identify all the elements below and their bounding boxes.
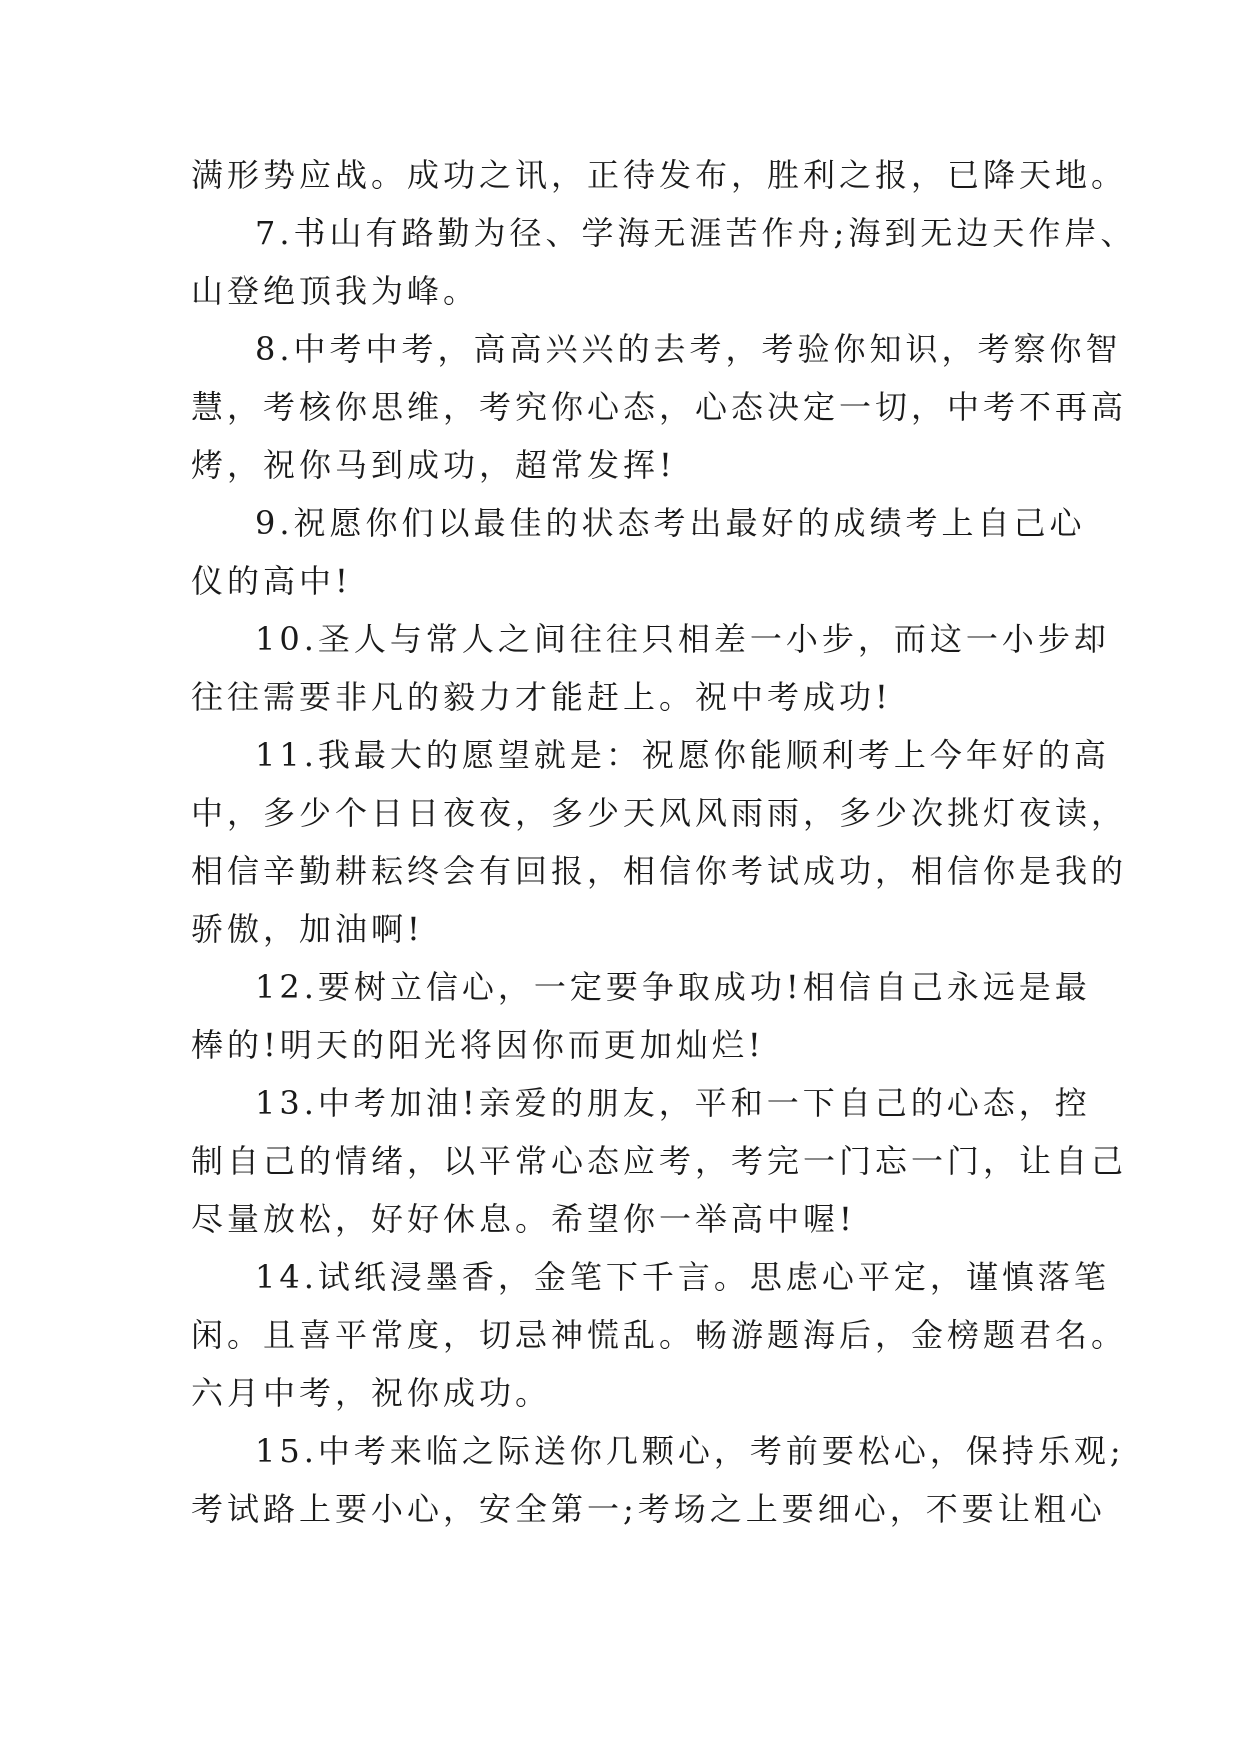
text-line: 慧，考核你思维，考究你心态，心态决定一切，中考不再高	[191, 388, 1128, 426]
text-line: 烤，祝你马到成功，超常发挥!	[191, 446, 676, 484]
text-line: 仪的高中!	[191, 562, 352, 600]
text-line: 8.中考中考，高高兴兴的去考，考验你知识，考察你智	[255, 330, 1122, 368]
text-line: 制自己的情绪，以平常心态应考，考完一门忘一门，让自己	[191, 1142, 1128, 1180]
text-line: 7.书山有路勤为径、学海无涯苦作舟;海到无边天作岸、	[255, 214, 1137, 252]
text-line: 考试路上要小心，安全第一;考场之上要细心，不要让粗心	[191, 1490, 1106, 1528]
text-line: 骄傲，加油啊!	[191, 910, 424, 948]
text-line: 满形势应战。成功之讯，正待发布，胜利之报，已降天地。	[191, 156, 1128, 194]
text-line: 12.要树立信心，一定要争取成功!相信自己永远是最	[255, 968, 1091, 1006]
text-line: 10.圣人与常人之间往往只相差一小步，而这一小步却	[255, 620, 1110, 658]
text-line: 山登绝顶我为峰。	[191, 272, 480, 310]
text-line: 9.祝愿你们以最佳的状态考出最好的成绩考上自己心	[255, 504, 1086, 542]
text-line: 相信辛勤耕耘终会有回报，相信你考试成功，相信你是我的	[191, 852, 1128, 890]
text-line: 棒的!明天的阳光将因你而更加灿烂!	[191, 1026, 765, 1064]
text-line: 11.我最大的愿望就是：祝愿你能顺利考上今年好的高	[255, 736, 1110, 774]
text-line: 往往需要非凡的毅力才能赶上。祝中考成功!	[191, 678, 892, 716]
text-line: 六月中考，祝你成功。	[191, 1374, 552, 1412]
text-line: 13.中考加油!亲爱的朋友，平和一下自己的心态，控	[255, 1084, 1091, 1122]
text-line: 尽量放松，好好休息。希望你一举高中喔!	[191, 1200, 856, 1238]
text-line: 闲。且喜平常度，切忌神慌乱。畅游题海后，金榜题君名。	[191, 1316, 1128, 1354]
text-line: 14.试纸浸墨香，金笔下千言。思虑心平定，谨慎落笔	[255, 1258, 1110, 1296]
text-line: 中，多少个日日夜夜，多少天风风雨雨，多少次挑灯夜读，	[191, 794, 1128, 832]
text-line: 15.中考来临之际送你几颗心，考前要松心，保持乐观;	[255, 1432, 1125, 1470]
